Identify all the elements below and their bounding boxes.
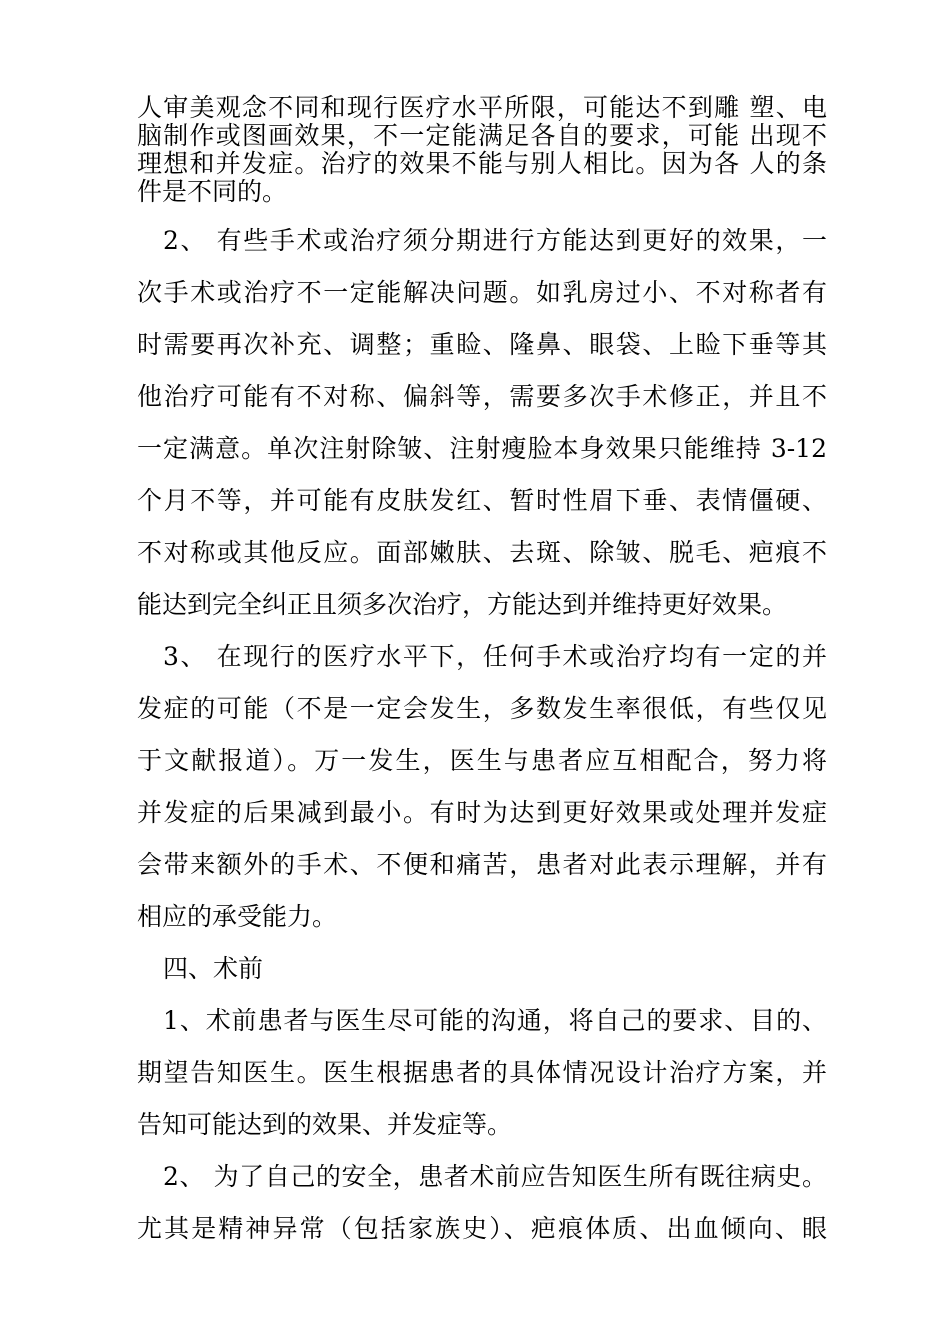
text-line: 脑制作或图画效果，不一定能满足各自的要求，可能 出现不 — [137, 121, 827, 150]
text-line: 尤其是精神异常（包括家族史）、疤痕体质、出血倾向、眼 — [137, 1214, 827, 1243]
text-line: 于文献报道）。万一发生，医生与患者应互相配合，努力将 — [137, 746, 827, 775]
section-heading: 四、术前 — [163, 954, 264, 983]
paragraph-3-first-line: 3、 在现行的医疗水平下，任何手术或治疗均有一定的并 — [163, 642, 827, 671]
text-line: 发症的可能（不是一定会发生，多数发生率很低，有些仅见 — [137, 694, 827, 723]
text-line: 理想和并发症。治疗的效果不能与别人相比。因为各 人的条 — [137, 149, 827, 178]
text-line: 一定满意。单次注射除皱、注射瘦脸本身效果只能维持 3-12 — [137, 434, 827, 463]
text-line: 件是不同的。 — [137, 177, 288, 206]
text-line: 人审美观念不同和现行医疗水平所限，可能达不到雕 塑、电 — [137, 93, 827, 122]
text-line: 相应的承受能力。 — [137, 902, 338, 931]
text-line: 并发症的后果减到最小。有时为达到更好效果或处理并发症 — [137, 798, 827, 827]
text-line: 次手术或治疗不一定能解决问题。如乳房过小、不对称者有 — [137, 278, 827, 307]
paragraph-pre-op-2-first-line: 2、 为了自己的安全，患者术前应告知医生所有既往病史。 — [163, 1162, 827, 1191]
paragraph-2-first-line: 2、 有些手术或治疗须分期进行方能达到更好的效果，一 — [163, 226, 827, 255]
text-line: 会带来额外的手术、不便和痛苦，患者对此表示理解，并有 — [137, 850, 827, 879]
text-line: 个月不等，并可能有皮肤发红、暂时性眉下垂、表情僵硬、 — [137, 486, 827, 515]
text-line: 期望告知医生。医生根据患者的具体情况设计治疗方案，并 — [137, 1058, 827, 1087]
text-line: 不对称或其他反应。面部嫩肤、去斑、除皱、脱毛、疤痕不 — [137, 538, 827, 567]
text-line: 他治疗可能有不对称、偏斜等，需要多次手术修正，并且不 — [137, 382, 827, 411]
text-line: 能达到完全纠正且须多次治疗，方能达到并维持更好效果。 — [137, 590, 788, 619]
text-line: 时需要再次补充、调整；重睑、隆鼻、眼袋、上睑下垂等其 — [137, 330, 827, 359]
paragraph-pre-op-1-first-line: 1、术前患者与医生尽可能的沟通，将自己的要求、目的、 — [163, 1006, 827, 1035]
text-line: 告知可能达到的效果、并发症等。 — [137, 1110, 513, 1139]
